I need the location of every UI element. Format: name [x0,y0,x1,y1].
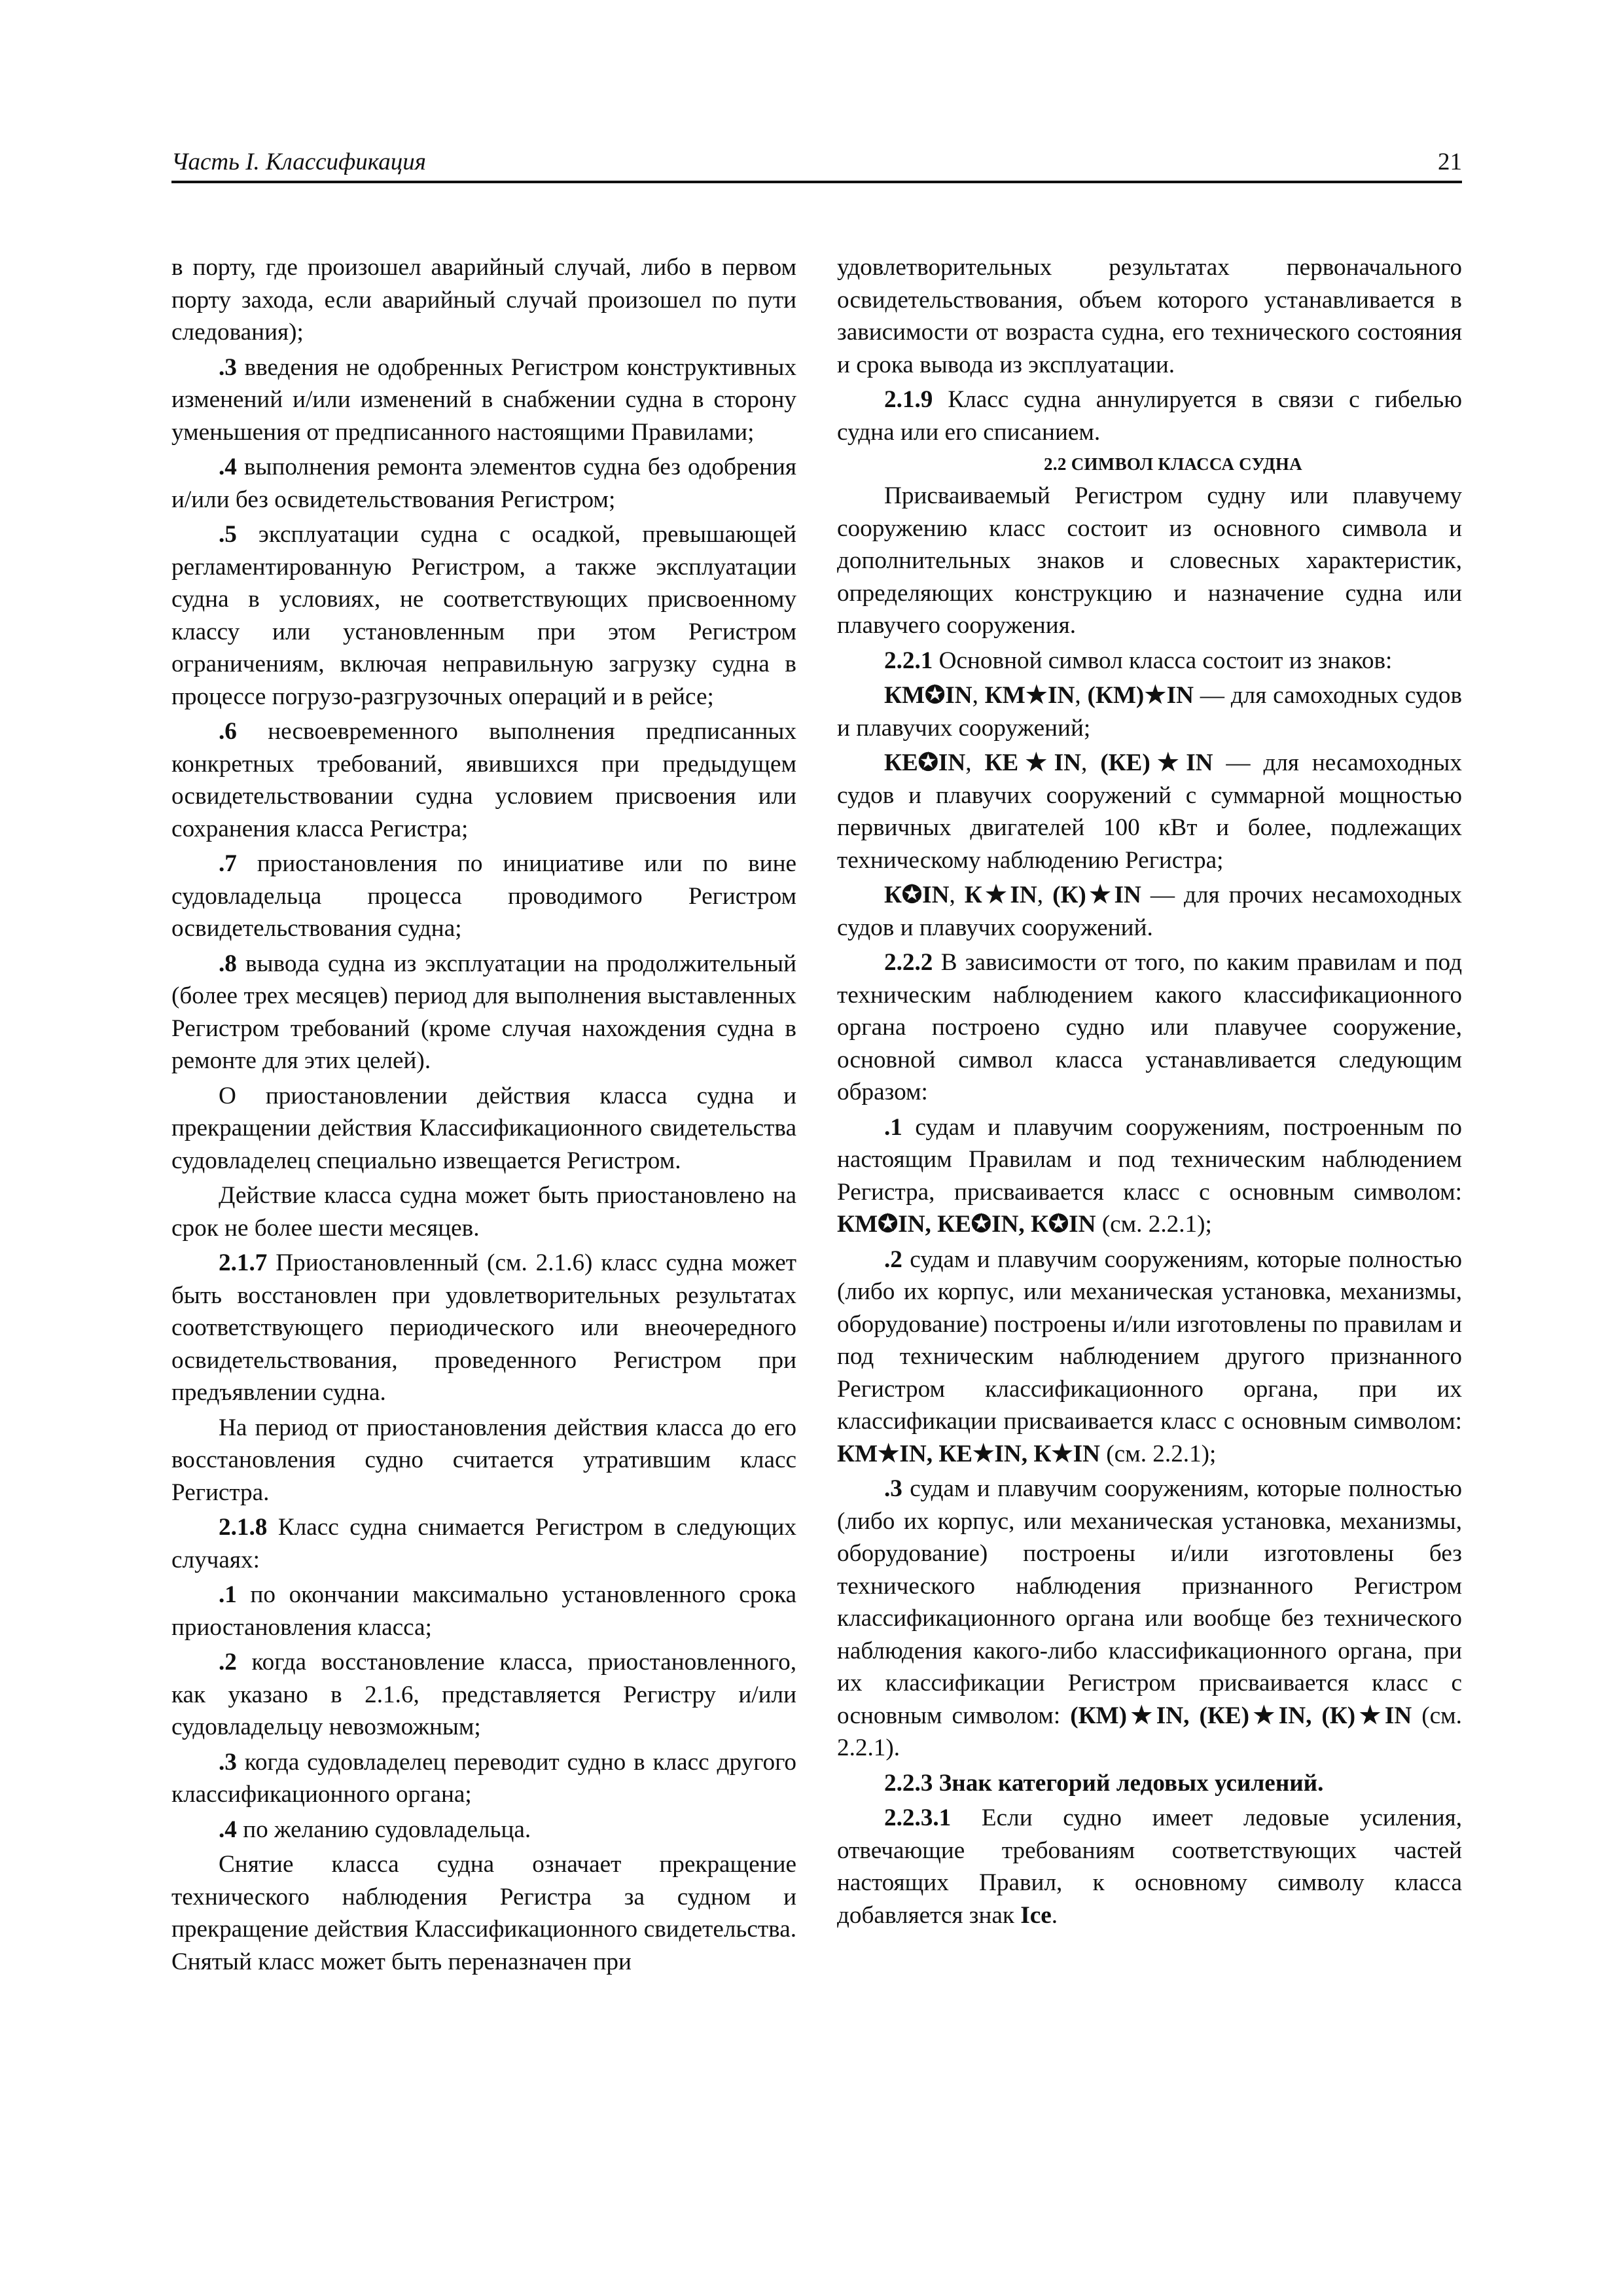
page-header [171,148,1462,183]
paragraph: .2 когда восстановление класса, приостановленного, как указано в 2.1.6, представляется Регистру и/или судовладельцу невозможным; [171,1649,796,1740]
paragraph: О приостановлении действия класса судна и прекращении действия Классификационного свидетельства судовладелец специально извещается Регистром. [171,1082,796,1174]
subsection-heading: 2.2.3 Знак категорий ледовых усилений. [884,1769,1324,1797]
paragraph: .5 эксплуатации судна с осадкой, превышающей регламентированную Регистром, а также эксплуатации судна в условиях, не соответствующих присвоенному классу или установленным при этом Регистром ограничениям, включая неправильную загрузку судна в процессе погрузо-разгрузочных операций и в рейсе; [171,521,796,710]
paragraph: На период от приостановления действия класса до его восстановления судно считается утратившим класс Регистра. [171,1414,796,1506]
right-column [837,251,1462,2215]
paragraph: 2.1.8 Класс судна снимается Регистром в следующих случаях: [171,1514,796,1573]
paragraph: удовлетворительных результатах первоначального освидетельствования, объем которого устанавливается в зависимости от возраста судна, его технического состояния и срока вывода из эксплуатации. [837,254,1462,378]
class-symbols-km: КМ✪IN, КМ★IN, (КМ)★IN — для самоходных судов и плавучих сооружений; [837,682,1463,742]
paragraph: .3 введения не одобренных Регистром конструктивных изменений и/или изменений в снабжении судна в сторону уменьшения от предписанного настоящими Правилами; [171,353,796,446]
paragraph: 2.2.1 Основной символ класса состоит из знаков: [884,647,1393,674]
paragraph: Снятие класса судна означает прекращение технического наблюдения Регистра за судном и прекращение действия Классификационного свидетельства. Снятый класс может быть переназначен при [171,1851,796,1975]
paragraph: Присваиваемый Регистром судну или плавучему сооружению класс состоит из основного символа и дополнительных знаков и словесных характеристик, определяющих конструкцию и назначение судна или плавучего сооружения. [837,482,1462,639]
paragraph: .4 выполнения ремонта элементов судна без одобрения и/или без освидетельствования Регистром; [171,454,796,513]
paragraph: .3 судам и плавучим сооружениям, которые полностью (либо их корпус, или механическая установка, механизмы, оборудование) построены и/или изготовлены без технического наблюдения признанного Регистром классификационного органа или вообще без технического наблюдения какого-либо классификационного органа, при их классификации Регистром присваивается класс с основным символом: (КМ)★IN, (КЕ)★IN, (К)★IN (см. 2.2.1). [837,1475,1462,1761]
class-symbols-ke: КЕ✪IN, КЕ★IN, (КЕ)★IN — для несамоходных судов и плавучих сооружений с суммарной мощностью первичных двигателей 100 кВт и более, подлежащих техническому наблюдению Регистра; [837,749,1463,874]
running-title: Часть I. Классификация [171,149,426,175]
paragraph: 2.2.3.1 Если судно имеет ледовые усиления, отвечающие требованиям соответствующих частей настоящих Правил, к основному символу класса добавляется знак Ice. [837,1804,1462,1929]
paragraph: .2 судам и плавучим сооружениям, которые полностью (либо их корпус, или механическая установка, механизмы, оборудование) построены и/или изготовлены по правилам и под техническим наблюдением другого признанного Регистром классификационного органа, при их классификации присваивается класс с основным символом: КМ★IN, КЕ★IN, К★IN (см. 2.2.1); [837,1246,1462,1467]
paragraph: в порту, где произошел аварийный случай, либо в первом порту захода, если аварийный случай произошел по пути следования); [171,254,796,346]
paragraph: .3 когда судовладелец переводит судно в класс другого классификационного органа; [171,1748,796,1808]
paragraph: 2.2.2 В зависимости от того, по каким правилам и под техническим наблюдением какого классификационного органа построено судно или плавучее сооружение, основной символ класса устанавливается следующим образом: [837,949,1462,1105]
section-heading: 2.2 СИМВОЛ КЛАССА СУДНА [1044,454,1302,474]
paragraph: .4 по желанию судовладельца. [219,1816,531,1843]
paragraph: .1 по окончании максимально установленного срока приостановления класса; [171,1581,796,1641]
paragraph: 2.1.9 Класс судна аннулируется в связи с гибелью судна или его списанием. [837,386,1462,446]
paragraph: .8 вывода судна из эксплуатации на продолжительный (более трех месяцев) период для выполнения выставленных Регистром требований (кроме случая нахождения судна в ремонте для этих целей). [171,950,796,1074]
paragraph: Действие класса судна может быть приостановлено на срок не более шести месяцев. [171,1182,796,1242]
paragraph: .1 судам и плавучим сооружениям, построенным по настоящим Правилам и под техническим наблюдением Регистра, присваивается класс с основным символом: КМ✪IN, КЕ✪IN, К✪IN (см. 2.2.1); [837,1113,1462,1238]
paragraph: .7 приостановления по инициативе или по вине судовладельца процесса проводимого Регистром освидетельствования судна; [171,850,796,942]
paragraph: 2.1.7 Приостановленный (см. 2.1.6) класс судна может быть восстановлен при удовлетворительных результатах соответствующего периодического или внеочередного освидетельствования, проведенного Регистром при предъявлении судна. [171,1249,796,1406]
left-column [171,251,796,2215]
class-symbols-k: К✪IN, К★IN, (К)★IN — для прочих несамоходных судов и плавучих сооружений. [837,882,1463,941]
page-number: 21 [1438,149,1462,175]
paragraph: .6 несвоевременного выполнения предписанных конкретных требований, явившихся при предыдущем освидетельствовании судна условием присвоения или сохранения класса Регистра; [171,718,796,842]
